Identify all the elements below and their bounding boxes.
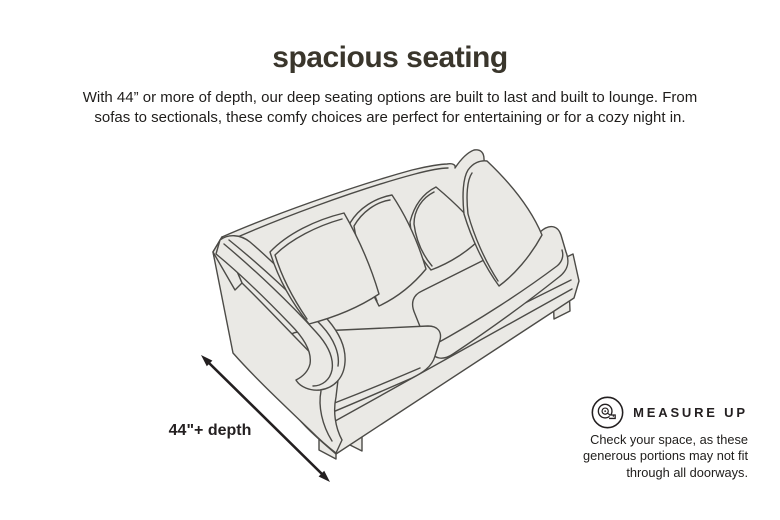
- measure-note-line-3: through all doorways.: [626, 464, 748, 480]
- measure-up-note: [578, 432, 748, 481]
- intro-paragraph: [50, 88, 730, 127]
- depth-dimension-label: 44"+ depth: [168, 422, 252, 439]
- measure-note-line-2: generous portions may not fit: [582, 448, 748, 464]
- intro-line-2: sofas to sectionals, these comfy choices are perfect for entertaining or for a cozy night in.: [94, 108, 686, 126]
- measure-up-heading: MEASURE UP: [633, 404, 748, 420]
- intro-line-1: With 44” or more of depth, our deep seating options are built to last and built to lounge. From: [82, 89, 698, 106]
- measure-up-block: [578, 394, 748, 481]
- page-title: spacious seating: [272, 41, 508, 74]
- tape-measure-icon: [590, 395, 625, 430]
- measure-up-header: [584, 394, 754, 430]
- measure-note-line-1: Check your space, as these: [590, 432, 748, 447]
